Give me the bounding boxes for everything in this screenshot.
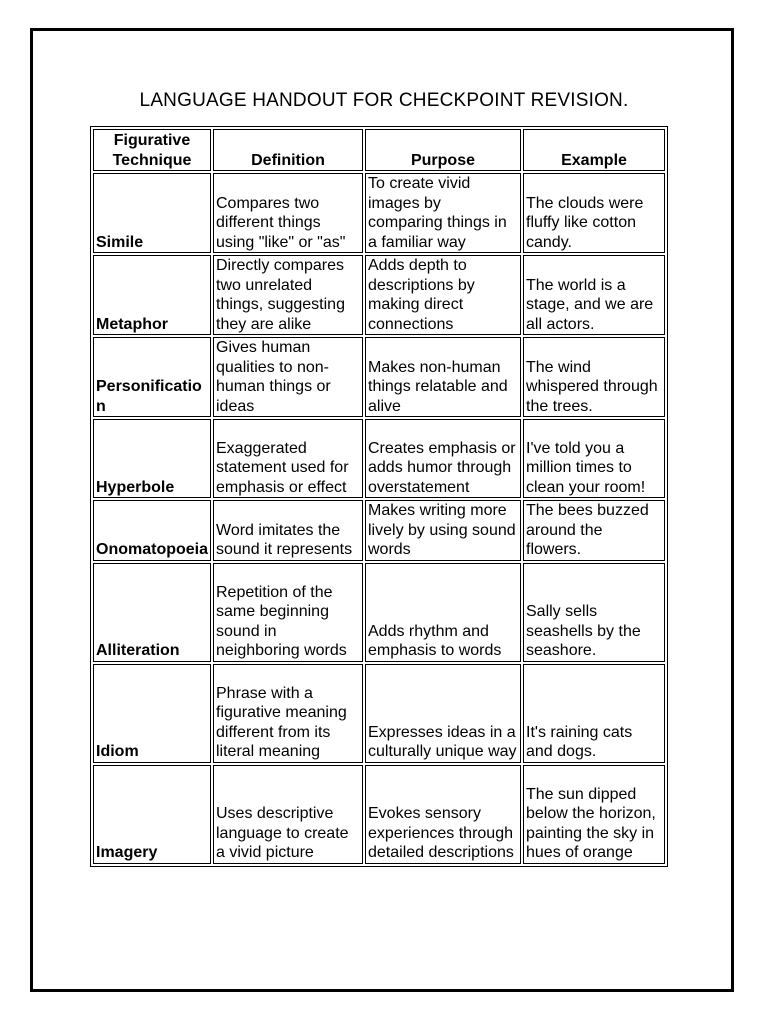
cell-purpose: Adds depth to descriptions by making direct connections — [365, 255, 521, 335]
cell-definition: Uses descriptive language to create a vivid picture — [213, 765, 363, 864]
cell-technique: Onomatopoeia — [93, 500, 211, 561]
cell-example: I've told you a million times to clean your room! — [523, 419, 665, 498]
figurative-language-table — [90, 126, 668, 867]
table-header-row — [93, 129, 665, 171]
cell-purpose: Creates emphasis or adds humor through overstatement — [365, 419, 521, 498]
table-row — [93, 419, 665, 498]
cell-definition: Directly compares two unrelated things, suggesting they are alike — [213, 255, 363, 335]
cell-example: The wind whispered through the trees. — [523, 337, 665, 417]
header-example: Example — [523, 129, 665, 171]
page-title: LANGUAGE HANDOUT FOR CHECKPOINT REVISION. — [139, 90, 629, 111]
table-row — [93, 563, 665, 662]
cell-definition: Compares two different things using "like" or "as" — [213, 173, 363, 253]
table-row — [93, 337, 665, 417]
cell-purpose: Evokes sensory experiences through detailed descriptions — [365, 765, 521, 864]
cell-definition: Gives human qualities to non-human things or ideas — [213, 337, 363, 417]
cell-purpose: Makes non-human things relatable and alive — [365, 337, 521, 417]
cell-example: The bees buzzed around the flowers. — [523, 500, 665, 561]
cell-technique: Personification — [93, 337, 211, 417]
header-purpose: Purpose — [365, 129, 521, 171]
cell-definition: Exaggerated statement used for emphasis or effect — [213, 419, 363, 498]
cell-example: The world is a stage, and we are all actors. — [523, 255, 665, 335]
cell-purpose: Adds rhythm and emphasis to words — [365, 563, 521, 662]
table-row — [93, 765, 665, 864]
cell-technique: Imagery — [93, 765, 211, 864]
cell-technique: Hyperbole — [93, 419, 211, 498]
cell-purpose: To create vivid images by comparing things in a familiar way — [365, 173, 521, 253]
table-row — [93, 173, 665, 253]
cell-definition: Repetition of the same beginning sound in neighboring words — [213, 563, 363, 662]
cell-purpose: Expresses ideas in a culturally unique way — [365, 664, 521, 763]
cell-technique: Simile — [93, 173, 211, 253]
cell-technique: Alliteration — [93, 563, 211, 662]
cell-example: Sally sells seashells by the seashore. — [523, 563, 665, 662]
table-row — [93, 500, 665, 561]
cell-technique: Idiom — [93, 664, 211, 763]
cell-purpose: Makes writing more lively by using sound words — [365, 500, 521, 561]
cell-definition: Phrase with a figurative meaning different from its literal meaning — [213, 664, 363, 763]
table-row — [93, 664, 665, 763]
header-technique: Figurative Technique — [93, 129, 211, 171]
cell-technique: Metaphor — [93, 255, 211, 335]
table-row — [93, 255, 665, 335]
cell-definition: Word imitates the sound it represents — [213, 500, 363, 561]
cell-example: The clouds were fluffy like cotton candy. — [523, 173, 665, 253]
cell-example: The sun dipped below the horizon, painting the sky in hues of orange — [523, 765, 665, 864]
header-definition: Definition — [213, 129, 363, 171]
cell-example: It's raining cats and dogs. — [523, 664, 665, 763]
